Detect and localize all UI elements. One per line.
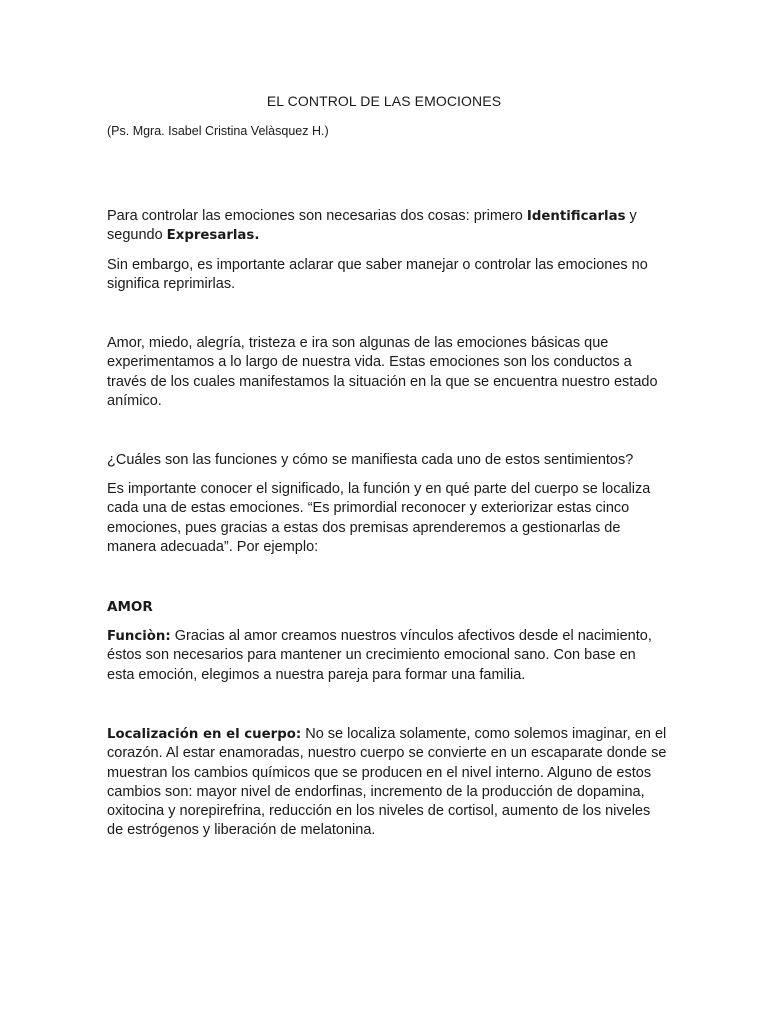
document-author: (Ps. Mgra. Isabel Cristina Velàsquez H.)	[107, 124, 329, 138]
function-paragraph	[107, 627, 667, 685]
location-label: Localización en el cuerpo:	[107, 727, 302, 742]
importance-paragraph: Es importante conocer el significado, la función y en qué parte del cuerpo se localiza cada una de estas emociones. “Es primordial reconocer y exteriorizar estas cinco emociones, pues gracias a estas dos premisas aprenderemos a gestionarlas de manera adecuada”. Por ejemplo:	[107, 481, 651, 555]
intro-text-middle: y segundo	[107, 208, 637, 244]
function-label: Funciòn:	[107, 629, 171, 644]
location-paragraph	[107, 725, 667, 841]
emotions-paragraph: Amor, miedo, alegría, tristeza e ira son algunas de las emociones básicas que experimentamos a lo largo de nuestra vida. Estas emociones son los conductos a través de los cuales manifestamos la situación en la que se encuentra nuestro estado anímico.	[107, 335, 658, 409]
intro-bold-expresarlas: Expresarlas.	[166, 228, 260, 244]
intro-paragraph	[107, 207, 667, 246]
location-text: No se localiza solamente, como solemos imaginar, en el corazón. Al estar enamoradas, nuestro cuerpo se convierte en un escaparate donde se muestran los cambios químicos que se producen en el nivel interno. Alguno de estos cambios son: mayor nivel de endorfinas, incremento de la producción de dopamina, oxitocina y norepirefrina, reducción en los niveles de cortisol, aumento de los niveles de estrógenos y liberación de melatonina.	[107, 726, 667, 839]
amor-heading: AMOR	[107, 599, 153, 615]
clarification-paragraph: Sin embargo, es importante aclarar que saber manejar o controlar las emociones no significa reprimirlas.	[107, 257, 648, 293]
intro-text-start: Para controlar las emociones son necesarias dos cosas: primero	[107, 208, 527, 224]
intro-bold-identificarlas: Identificarlas	[526, 209, 626, 224]
function-text: Gracias al amor creamos nuestros vínculos afectivos desde el nacimiento, éstos son necesarios para mantener un crecimiento emocional sano. Con base en esta emoción, elegimos a nuestra pareja para formar una familia.	[107, 628, 652, 683]
question-paragraph: ¿Cuáles son las funciones y cómo se manifiesta cada uno de estos sentimientos?	[107, 452, 634, 468]
document-title: EL CONTROL DE LAS EMOCIONES	[266, 93, 502, 109]
